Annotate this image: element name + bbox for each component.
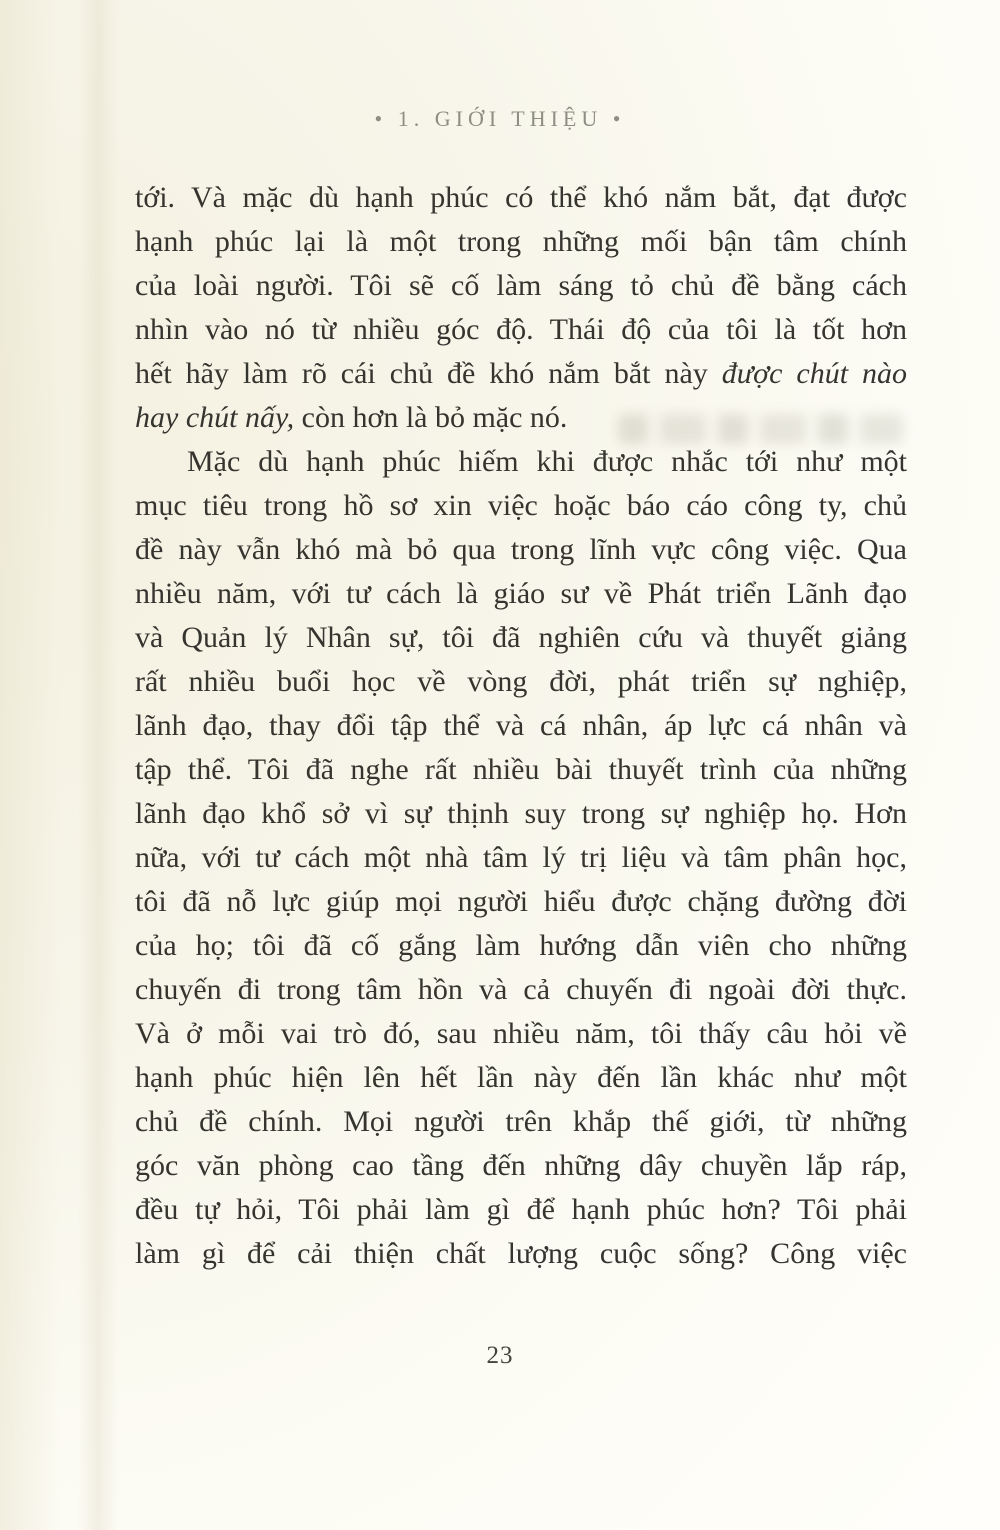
text-line: làm gì để cải thiện chất lượng cuộc sống? Công việc xyxy=(135,1237,907,1270)
text-line: chuyến đi trong tâm hồn và cả chuyến đi ngoài đời thực. xyxy=(135,973,907,1006)
text-line: tập thể. Tôi đã nghe rất nhiều bài thuyết trình của những xyxy=(135,753,907,786)
text-line: rất nhiều buổi học về vòng đời, phát triển sự nghiệp, xyxy=(135,665,907,698)
body-text xyxy=(135,176,907,1276)
text-line: nhìn vào nó từ nhiều góc độ. Thái độ của tôi là tốt hơn xyxy=(135,313,907,346)
text-line: tới. Và mặc dù hạnh phúc có thể khó nắm bắt, đạt được xyxy=(135,181,907,214)
text-line: góc văn phòng cao tầng đến những dây chuyền lắp ráp, xyxy=(135,1149,907,1182)
text-line: mục tiêu trong hồ sơ xin việc hoặc báo cáo công ty, chủ xyxy=(135,489,907,522)
text-line: hạnh phúc lại là một trong những mối bận tâm chính xyxy=(135,225,907,258)
chapter-header: • 1. GIỚI THIỆU • xyxy=(374,106,626,131)
text-line: và Quản lý Nhân sự, tôi đã nghiên cứu và thuyết giảng xyxy=(135,621,907,654)
page-number: 23 xyxy=(486,1342,514,1369)
text-line: đều tự hỏi, Tôi phải làm gì để hạnh phúc hơn? Tôi phải xyxy=(135,1193,907,1226)
page-fold-shadow xyxy=(78,0,118,1530)
text-line: hết hãy làm rõ cái chủ đề khó nắm bắt này được chút nào xyxy=(135,357,907,390)
text-line: chủ đề chính. Mọi người trên khắp thế giới, từ những xyxy=(135,1105,907,1138)
text-line: đề này vẫn khó mà bỏ qua trong lĩnh vực công việc. Qua xyxy=(135,533,907,566)
text-line: nhiều năm, với tư cách là giáo sư về Phát triển Lãnh đạo xyxy=(135,577,907,610)
text-line: hạnh phúc hiện lên hết lần này đến lần khác như một xyxy=(135,1061,907,1094)
text-line: của họ; tôi đã cố gắng làm hướng dẫn viên cho những xyxy=(135,929,907,962)
text-line: của loài người. Tôi sẽ cố làm sáng tỏ chủ đề bằng cách xyxy=(135,269,907,302)
text-line: Và ở mỗi vai trò đó, sau nhiều năm, tôi thấy câu hỏi về xyxy=(135,1017,907,1050)
text-line: hay chút nấy, còn hơn là bỏ mặc nó. xyxy=(135,401,568,434)
text-line: Mặc dù hạnh phúc hiếm khi được nhắc tới như một xyxy=(187,445,907,478)
text-line: lãnh đạo, thay đổi tập thể và cá nhân, áp lực cá nhân và xyxy=(135,709,907,742)
text-line: lãnh đạo khổ sở vì sự thịnh suy trong sự nghiệp họ. Hơn xyxy=(135,797,907,830)
text-line: nữa, với tư cách một nhà tâm lý trị liệu và tâm phân học, xyxy=(135,841,907,874)
text-line: tôi đã nỗ lực giúp mọi người hiểu được chặng đường đời xyxy=(135,885,907,918)
